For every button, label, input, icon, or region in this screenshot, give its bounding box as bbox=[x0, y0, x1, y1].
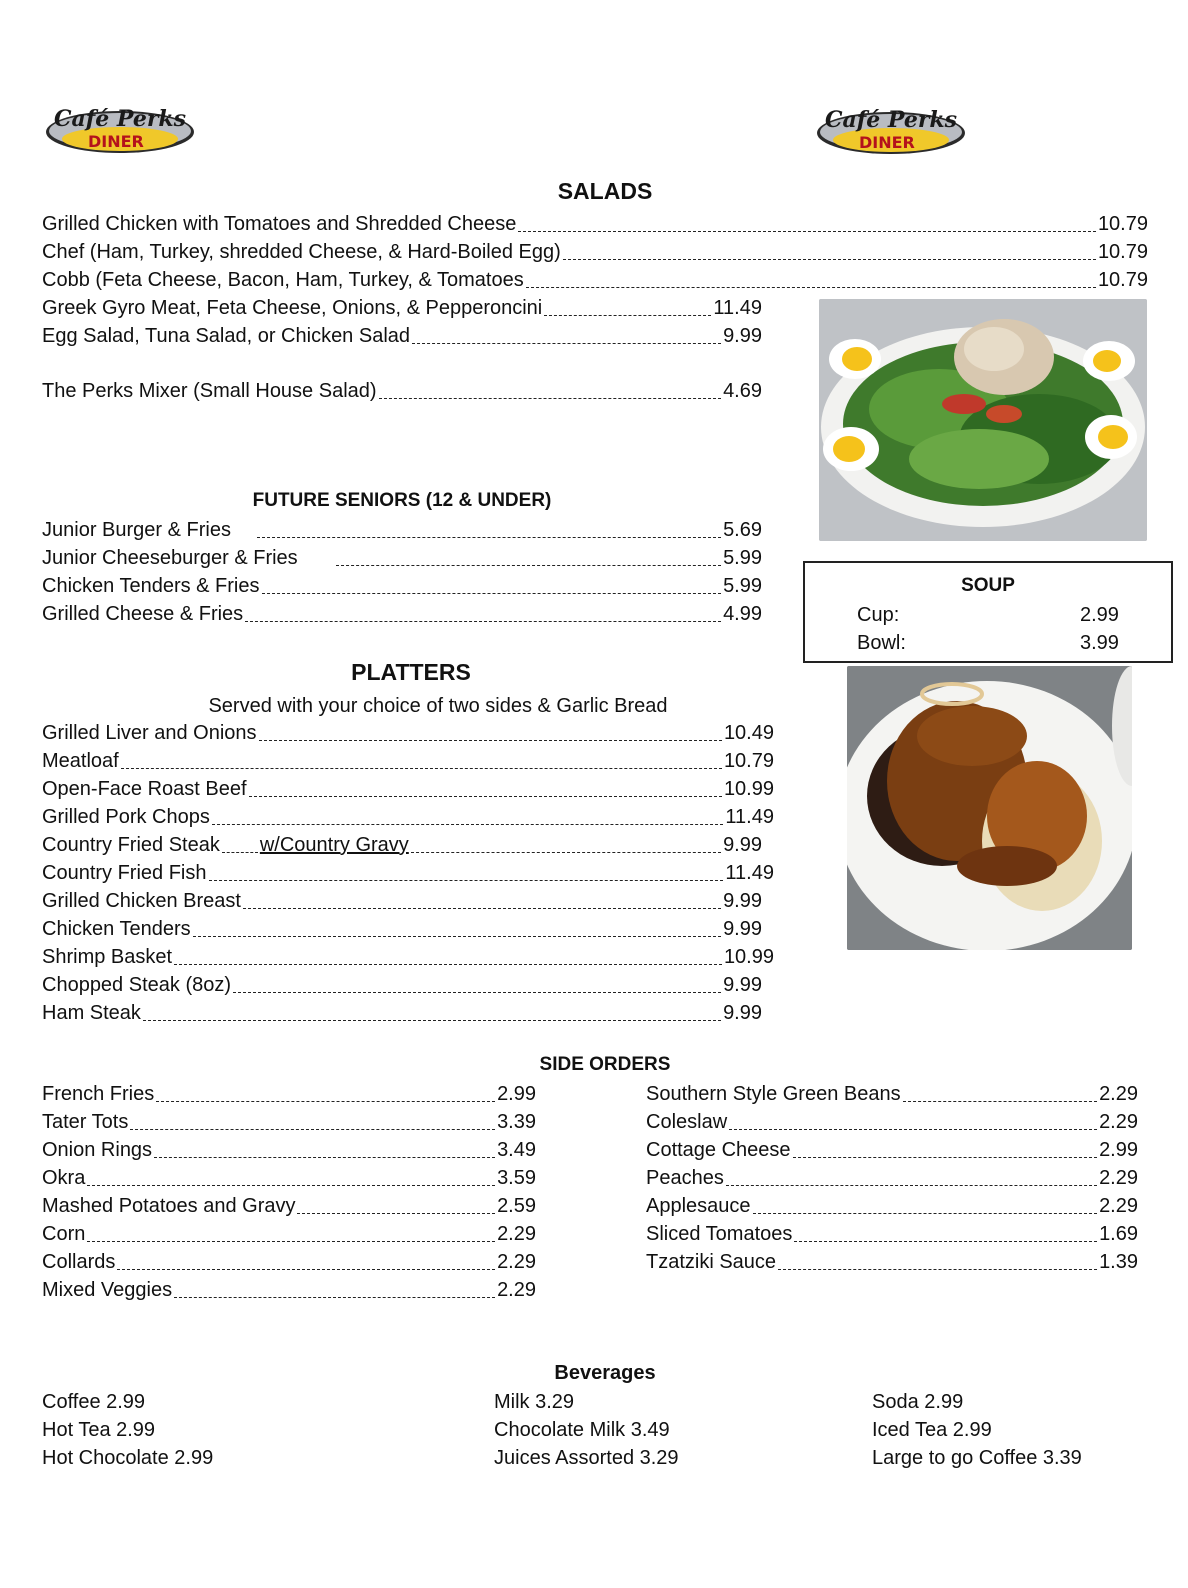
item-name: Egg Salad, Tuna Salad, or Chicken Salad bbox=[42, 325, 411, 347]
item-name: The Perks Mixer (Small House Salad) bbox=[42, 380, 377, 402]
menu-item bbox=[42, 721, 774, 745]
leader-line bbox=[729, 1128, 1097, 1130]
item-price: 10.79 bbox=[1097, 269, 1148, 291]
item-name: Greek Gyro Meat, Feta Cheese, Onions, & Pepperoncini bbox=[42, 297, 543, 319]
leader-line bbox=[222, 851, 258, 853]
menu-item bbox=[42, 212, 1148, 236]
leader-line bbox=[379, 397, 722, 399]
steak-plate-icon bbox=[847, 666, 1132, 950]
leader-line bbox=[130, 1128, 495, 1130]
soup-cup-price: 2.99 bbox=[1080, 604, 1119, 626]
menu-item bbox=[646, 1082, 1138, 1106]
menu-item bbox=[42, 324, 762, 348]
leader-line bbox=[753, 1212, 1098, 1214]
menu-item bbox=[42, 1138, 536, 1162]
item-name: Sliced Tomatoes bbox=[646, 1223, 793, 1245]
item-name: Country Fried Fish bbox=[42, 862, 207, 884]
item-price: 5.99 bbox=[723, 547, 762, 569]
item-name: Mashed Potatoes and Gravy bbox=[42, 1195, 296, 1217]
item-price: 3.39 bbox=[497, 1111, 536, 1133]
item-price: 10.79 bbox=[1097, 241, 1148, 263]
leader-line bbox=[518, 230, 1096, 232]
item-price: 11.49 bbox=[725, 862, 774, 884]
menu-item bbox=[42, 749, 774, 773]
item-price: 4.99 bbox=[723, 603, 762, 625]
leader-line bbox=[143, 1019, 721, 1021]
menu-item bbox=[42, 945, 774, 969]
item-price: 2.29 bbox=[1099, 1195, 1138, 1217]
item-note: w/Country Gravy bbox=[259, 834, 409, 856]
logo-script-text: Café Perks bbox=[54, 106, 187, 132]
leader-line bbox=[794, 1240, 1097, 1242]
menu-item bbox=[42, 973, 762, 997]
item-name: Junior Cheeseburger & Fries bbox=[42, 547, 298, 569]
item-name: Collards bbox=[42, 1251, 116, 1273]
menu-item bbox=[646, 1166, 1138, 1190]
item-name: Chicken Tenders & Fries bbox=[42, 575, 260, 597]
menu-item bbox=[42, 889, 762, 913]
menu-item bbox=[42, 1194, 536, 1218]
future-seniors-title: FUTURE SENIORS (12 & UNDER) bbox=[252, 490, 552, 511]
menu-item bbox=[42, 379, 762, 403]
salads-title: SALADS bbox=[557, 178, 653, 204]
soup-bowl-price: 3.99 bbox=[1080, 632, 1119, 654]
leader-line bbox=[262, 592, 722, 594]
menu-item bbox=[42, 1082, 536, 1106]
leader-line bbox=[243, 907, 721, 909]
item-price: 5.99 bbox=[723, 575, 762, 597]
item-price: 11.49 bbox=[725, 806, 774, 828]
menu-item bbox=[42, 240, 1148, 264]
menu-item bbox=[42, 777, 774, 801]
beverage-item: Juices Assorted 3.29 bbox=[494, 1447, 679, 1469]
leader-line bbox=[259, 739, 722, 741]
menu-item bbox=[42, 602, 762, 626]
item-name: Cottage Cheese bbox=[646, 1139, 791, 1161]
leader-line bbox=[174, 963, 722, 965]
menu-item bbox=[646, 1250, 1138, 1274]
salad-photo bbox=[819, 299, 1147, 541]
item-price: 2.59 bbox=[497, 1195, 536, 1217]
menu-item bbox=[42, 296, 762, 320]
beverage-item: Iced Tea 2.99 bbox=[872, 1419, 992, 1441]
menu-item bbox=[42, 1278, 536, 1302]
item-name: Peaches bbox=[646, 1167, 724, 1189]
item-name: Coleslaw bbox=[646, 1111, 728, 1133]
menu-item bbox=[42, 805, 774, 829]
item-price: 1.69 bbox=[1099, 1223, 1138, 1245]
leader-line bbox=[793, 1156, 1098, 1158]
beverage-item: Hot Chocolate 2.99 bbox=[42, 1447, 214, 1469]
item-price: 9.99 bbox=[723, 974, 762, 996]
item-price: 10.49 bbox=[723, 722, 774, 744]
item-name: Ham Steak bbox=[42, 1002, 141, 1024]
side-orders-title: SIDE ORDERS bbox=[539, 1054, 671, 1075]
item-name: Open-Face Roast Beef bbox=[42, 778, 247, 800]
menu-item bbox=[646, 1110, 1138, 1134]
item-price: 2.29 bbox=[1099, 1083, 1138, 1105]
menu-item bbox=[42, 1250, 536, 1274]
item-price: 2.29 bbox=[1099, 1111, 1138, 1133]
leader-line bbox=[544, 314, 711, 316]
item-name: Southern Style Green Beans bbox=[646, 1083, 901, 1105]
menu-item bbox=[42, 861, 774, 885]
leader-line bbox=[87, 1240, 495, 1242]
item-price: 1.39 bbox=[1099, 1251, 1138, 1273]
leader-line bbox=[563, 258, 1096, 260]
item-price: 3.49 bbox=[497, 1139, 536, 1161]
item-name: Onion Rings bbox=[42, 1139, 153, 1161]
item-name: Chopped Steak (8oz) bbox=[42, 974, 232, 996]
soup-title: SOUP bbox=[961, 575, 1015, 596]
soup-bowl-label: Bowl: bbox=[857, 632, 906, 654]
item-price: 10.99 bbox=[723, 778, 774, 800]
leader-line bbox=[174, 1296, 495, 1298]
leader-line bbox=[257, 536, 721, 538]
logo-right bbox=[815, 101, 967, 157]
cafe-perks-logo-icon bbox=[44, 100, 196, 156]
leader-line bbox=[336, 564, 721, 566]
menu-item bbox=[646, 1222, 1138, 1246]
leader-line bbox=[249, 795, 722, 797]
item-price: 9.99 bbox=[723, 325, 762, 347]
leader-line bbox=[209, 879, 724, 881]
leader-line bbox=[117, 1268, 495, 1270]
platter-photo bbox=[847, 666, 1132, 950]
cafe-perks-logo-icon bbox=[815, 101, 967, 157]
leader-line bbox=[154, 1156, 495, 1158]
item-name: Applesauce bbox=[646, 1195, 751, 1217]
item-name: Grilled Pork Chops bbox=[42, 806, 210, 828]
beverage-item: Milk 3.29 bbox=[494, 1391, 575, 1413]
beverage-item: Coffee 2.99 bbox=[42, 1391, 146, 1413]
item-name: Country Fried Steak bbox=[42, 834, 220, 856]
soup-cup-label: Cup: bbox=[857, 604, 900, 626]
leader-line bbox=[233, 991, 721, 993]
item-price: 10.79 bbox=[1097, 213, 1148, 235]
item-name: Chicken Tenders bbox=[42, 918, 191, 940]
logo-left bbox=[44, 100, 196, 156]
leader-line bbox=[526, 286, 1096, 288]
item-name: Grilled Chicken with Tomatoes and Shredded Cheese bbox=[42, 213, 517, 235]
salad-plate-icon bbox=[819, 299, 1147, 541]
leader-line bbox=[121, 767, 722, 769]
menu-item bbox=[42, 546, 762, 570]
menu-item bbox=[42, 1166, 536, 1190]
platters-title: PLATTERS bbox=[351, 659, 471, 685]
logo-diner-text: DINER bbox=[88, 132, 144, 151]
item-name: Tzatziki Sauce bbox=[646, 1251, 777, 1273]
soup-box bbox=[803, 561, 1173, 663]
leader-line bbox=[903, 1100, 1097, 1102]
leader-line bbox=[193, 935, 721, 937]
item-price: 9.99 bbox=[723, 834, 762, 856]
item-price: 3.59 bbox=[497, 1167, 536, 1189]
menu-item bbox=[42, 1001, 762, 1025]
item-name: Cobb (Feta Cheese, Bacon, Ham, Turkey, & Tomatoes bbox=[42, 269, 524, 291]
item-price: 2.99 bbox=[497, 1083, 536, 1105]
item-price: 9.99 bbox=[723, 918, 762, 940]
item-price: 10.99 bbox=[723, 946, 774, 968]
menu-item bbox=[42, 268, 1148, 292]
item-price: 9.99 bbox=[723, 890, 762, 912]
leader-line bbox=[297, 1212, 495, 1214]
menu-item bbox=[646, 1138, 1138, 1162]
item-name: Grilled Chicken Breast bbox=[42, 890, 241, 912]
item-price: 4.69 bbox=[723, 380, 762, 402]
item-name: Junior Burger & Fries bbox=[42, 519, 231, 541]
item-name: Tater Tots bbox=[42, 1111, 129, 1133]
beverages-title: Beverages bbox=[554, 1362, 656, 1384]
leader-line bbox=[212, 823, 724, 825]
beverage-item: Soda 2.99 bbox=[872, 1391, 964, 1413]
logo-diner-text: DINER bbox=[859, 133, 915, 152]
logo-script-text: Café Perks bbox=[825, 107, 958, 133]
leader-line bbox=[412, 342, 721, 344]
menu-item bbox=[42, 1110, 536, 1134]
item-name: Mixed Veggies bbox=[42, 1279, 173, 1301]
item-price: 5.69 bbox=[723, 519, 762, 541]
beverage-item: Hot Tea 2.99 bbox=[42, 1419, 156, 1441]
menu-item bbox=[42, 833, 762, 857]
leader-line bbox=[411, 851, 721, 853]
leader-line bbox=[778, 1268, 1097, 1270]
item-price: 2.29 bbox=[497, 1223, 536, 1245]
leader-line bbox=[245, 620, 721, 622]
item-price: 2.29 bbox=[497, 1251, 536, 1273]
item-price: 10.79 bbox=[723, 750, 774, 772]
beverage-item: Chocolate Milk 3.49 bbox=[494, 1419, 670, 1441]
leader-line bbox=[156, 1100, 495, 1102]
item-price: 2.99 bbox=[1099, 1139, 1138, 1161]
item-price: 2.29 bbox=[1099, 1167, 1138, 1189]
item-name: Chef (Ham, Turkey, shredded Cheese, & Hard-Boiled Egg) bbox=[42, 241, 561, 263]
item-name: Grilled Cheese & Fries bbox=[42, 603, 244, 625]
menu-item bbox=[42, 917, 762, 941]
item-name: Grilled Liver and Onions bbox=[42, 722, 257, 744]
item-price: 9.99 bbox=[723, 1002, 762, 1024]
beverage-item: Large to go Coffee 3.39 bbox=[872, 1447, 1082, 1469]
menu-item bbox=[42, 574, 762, 598]
item-name: Corn bbox=[42, 1223, 86, 1245]
item-price: 2.29 bbox=[497, 1279, 536, 1301]
item-name: Okra bbox=[42, 1167, 86, 1189]
platters-subtitle: Served with your choice of two sides & Garlic Bread bbox=[208, 695, 668, 717]
item-name: Meatloaf bbox=[42, 750, 119, 772]
leader-line bbox=[87, 1184, 495, 1186]
item-price: 11.49 bbox=[713, 297, 762, 319]
item-name: Shrimp Basket bbox=[42, 946, 173, 968]
menu-item bbox=[42, 1222, 536, 1246]
menu-item bbox=[42, 518, 762, 542]
item-name: French Fries bbox=[42, 1083, 155, 1105]
leader-line bbox=[726, 1184, 1097, 1186]
menu-item bbox=[646, 1194, 1138, 1218]
